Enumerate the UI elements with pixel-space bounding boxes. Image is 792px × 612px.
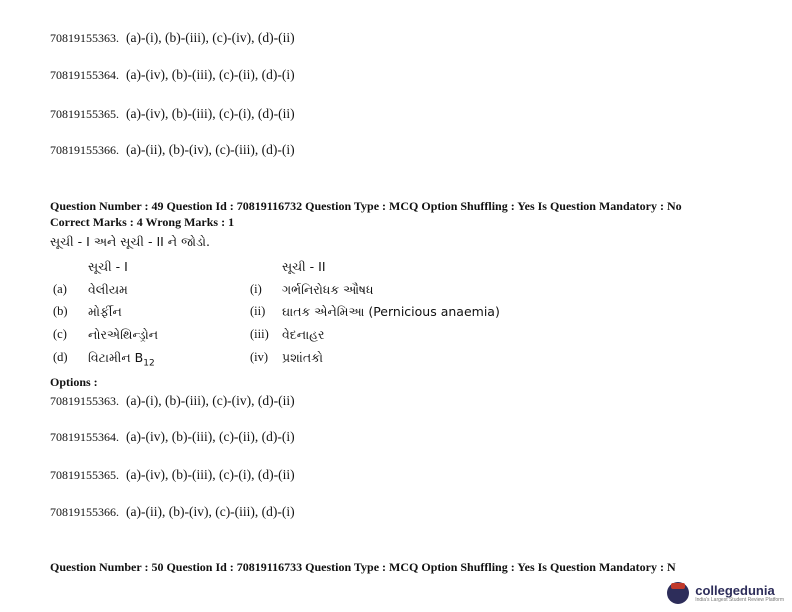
option-id: 70819155366. bbox=[50, 505, 119, 519]
option-row bbox=[50, 504, 295, 520]
option-row bbox=[50, 467, 295, 483]
logo-name: collegedunia bbox=[695, 582, 775, 598]
list1-marker: (b) bbox=[53, 304, 68, 318]
logo-tagline: India's Largest Student Review Platform bbox=[695, 596, 784, 603]
option-text: (a)-(i), (b)-(iii), (c)-(iv), (d)-(ii) bbox=[126, 393, 295, 408]
option-row bbox=[50, 142, 295, 158]
list2-item: વેદનાહર bbox=[282, 327, 325, 342]
option-id: 70819155366. bbox=[50, 143, 119, 157]
question-header: Question Number : 49 Question Id : 70819116732 Question Type : MCQ Option Shuffling : Yes Is Question Mandatory : No bbox=[50, 199, 682, 213]
option-id: 70819155365. bbox=[50, 107, 119, 121]
option-text: (a)-(iv), (b)-(iii), (c)-(ii), (d)-(i) bbox=[126, 429, 295, 444]
marks-line: Correct Marks : 4 Wrong Marks : 1 bbox=[50, 215, 235, 229]
option-id: 70819155364. bbox=[50, 68, 119, 82]
list2-marker: (iv) bbox=[250, 350, 269, 364]
list1-item bbox=[88, 350, 155, 369]
list1-marker: (a) bbox=[53, 282, 67, 296]
list1-item: મોર્ફીન bbox=[88, 304, 122, 319]
list1-marker: (c) bbox=[53, 327, 67, 341]
option-id: 70819155365. bbox=[50, 468, 119, 482]
list1-item: નોરએથિન્ડ્રોન bbox=[88, 327, 159, 342]
option-row bbox=[50, 106, 295, 122]
options-label: Options : bbox=[50, 375, 98, 389]
option-text: (a)-(iv), (b)-(iii), (c)-(i), (d)-(ii) bbox=[126, 106, 295, 121]
question-instruction: સૂચી - I અને સૂચી - II ને જોડો. bbox=[50, 234, 210, 249]
option-text: (a)-(i), (b)-(iii), (c)-(iv), (d)-(ii) bbox=[126, 30, 295, 45]
option-id: 70819155363. bbox=[50, 394, 119, 408]
list2-marker: (i) bbox=[250, 282, 262, 296]
list1-marker: (d) bbox=[53, 350, 68, 364]
option-text: (a)-(iv), (b)-(iii), (c)-(ii), (d)-(i) bbox=[126, 67, 295, 82]
option-text: (a)-(ii), (b)-(iv), (c)-(iii), (d)-(i) bbox=[126, 504, 295, 519]
list1-title: સૂચી - I bbox=[88, 259, 128, 274]
list2-item: પ્રશાંતકો bbox=[282, 350, 324, 365]
option-text: (a)-(ii), (b)-(iv), (c)-(iii), (d)-(i) bbox=[126, 142, 295, 157]
option-text: (a)-(iv), (b)-(iii), (c)-(i), (d)-(ii) bbox=[126, 467, 295, 482]
list2-marker: (iii) bbox=[250, 327, 269, 341]
option-row bbox=[50, 429, 295, 445]
option-id: 70819155363. bbox=[50, 31, 119, 45]
list2-title: સૂચી - II bbox=[282, 259, 326, 274]
option-id: 70819155364. bbox=[50, 430, 119, 444]
option-row bbox=[50, 67, 295, 83]
mascot-icon bbox=[667, 582, 689, 604]
list1-item: વેલીયમ bbox=[88, 282, 128, 297]
option-row bbox=[50, 393, 295, 409]
subscript: 12 bbox=[143, 358, 155, 369]
question-header: Question Number : 50 Question Id : 70819116733 Question Type : MCQ Option Shuffling : Yes Is Question Mandatory : N bbox=[50, 560, 676, 574]
collegedunia-logo bbox=[667, 582, 784, 604]
option-row bbox=[50, 30, 295, 46]
list2-item: ગર્ભનિરોધક ઔષધ bbox=[282, 282, 374, 297]
list2-marker: (ii) bbox=[250, 304, 266, 318]
list1-item-text: વિટામીન B bbox=[88, 350, 144, 365]
list2-item: ઘાતક એનેમિઆ (Pernicious anaemia) bbox=[282, 304, 500, 319]
